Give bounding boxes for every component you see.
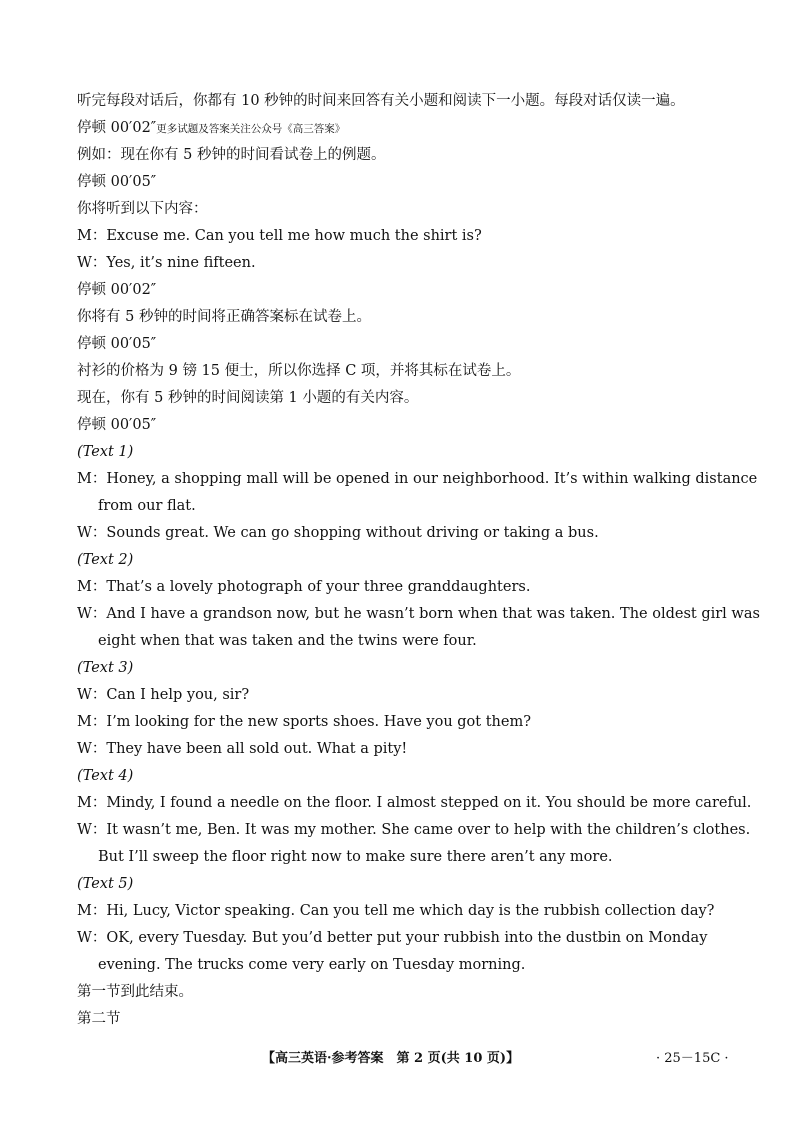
text-4-label: (Text 4) xyxy=(77,768,134,784)
text-1-man-line-cont: from our flat. xyxy=(98,498,196,514)
ad-text: 更多试题及答案关注公众号《高三答案》 xyxy=(156,123,346,135)
now-line: 现在，你有 5 秒钟的时间阅读第 1 小题的有关内容。 xyxy=(77,390,419,406)
text-4-woman-line: W：It wasn’t me, Ben. It was my mother. She came over to help with the children’s clothes. xyxy=(77,822,751,838)
example-man-line: M：Excuse me. Can you tell me how much the shirt is? xyxy=(77,228,482,244)
footer-title: 【高三英语·参考答案 第 2 页(共 10 页)】 xyxy=(262,1051,520,1066)
pause-line: 停顿 00′05″ xyxy=(77,417,157,433)
example-line: 例如：现在你有 5 秒钟的时间看试卷上的例题。 xyxy=(77,147,386,163)
text-1-label: (Text 1) xyxy=(77,444,134,460)
text-2-label: (Text 2) xyxy=(77,552,134,568)
mark-line: 你将有 5 秒钟的时间将正确答案标在试卷上。 xyxy=(77,309,371,325)
pause-line: 停顿 00′05″ xyxy=(77,174,157,190)
text-3-woman-line: W：Can I help you, sir? xyxy=(77,687,250,703)
section-end-line: 第一节到此结束。 xyxy=(77,984,193,1000)
pause-line xyxy=(77,118,724,139)
text-4-man-line: M：Mindy, I found a needle on the floor. I almost stepped on it. You should be more careful. xyxy=(77,795,752,811)
footer-code: · 25－15C · xyxy=(656,1051,729,1066)
pause-line: 停顿 00′05″ xyxy=(77,336,157,352)
example-woman-line: W：Yes, it’s nine fifteen. xyxy=(77,255,256,271)
text-5-label: (Text 5) xyxy=(77,876,134,892)
text-2-woman-line-cont: eight when that was taken and the twins were four. xyxy=(98,633,477,649)
text-5-woman-line-cont: evening. The trucks come very early on Tuesday morning. xyxy=(98,957,526,973)
text-1-woman-line: W：Sounds great. We can go shopping without driving or taking a bus. xyxy=(77,525,599,541)
text-5-man-line: M：Hi, Lucy, Victor speaking. Can you tell me which day is the rubbish collection day? xyxy=(77,903,715,919)
pause-line: 停顿 00′02″ xyxy=(77,282,157,298)
text-3-man-line: M：I’m looking for the new sports shoes. Have you got them? xyxy=(77,714,531,730)
text-2-woman-line: W：And I have a grandson now, but he wasn’t born when that was taken. The oldest girl was xyxy=(77,606,760,622)
text-4-woman-line-cont: But I’ll sweep the floor right now to make sure there aren’t any more. xyxy=(98,849,613,865)
section-2-heading: 第二节 xyxy=(77,1011,121,1027)
text-2-man-line: M：That’s a lovely photograph of your three granddaughters. xyxy=(77,579,531,595)
text-3-woman-line: W：They have been all sold out. What a pity! xyxy=(77,741,408,757)
text-3-label: (Text 3) xyxy=(77,660,134,676)
explain-line: 衬衫的价格为 9 镑 15 便士，所以你选择 C 项，并将其标在试卷上。 xyxy=(77,363,521,379)
hear-line: 你将听到以下内容： xyxy=(77,201,208,217)
text-1-man-line: M：Honey, a shopping mall will be opened in our neighborhood. It’s within walking distance xyxy=(77,471,758,487)
intro-line: 听完每段对话后，你都有 10 秒钟的时间来回答有关小题和阅读下一小题。每段对话仅读一遍。 xyxy=(77,93,685,109)
text-5-woman-line: W：OK, every Tuesday. But you’d better put your rubbish into the dustbin on Monday xyxy=(77,930,708,946)
pause-text: 停顿 00′02″ xyxy=(77,120,157,136)
